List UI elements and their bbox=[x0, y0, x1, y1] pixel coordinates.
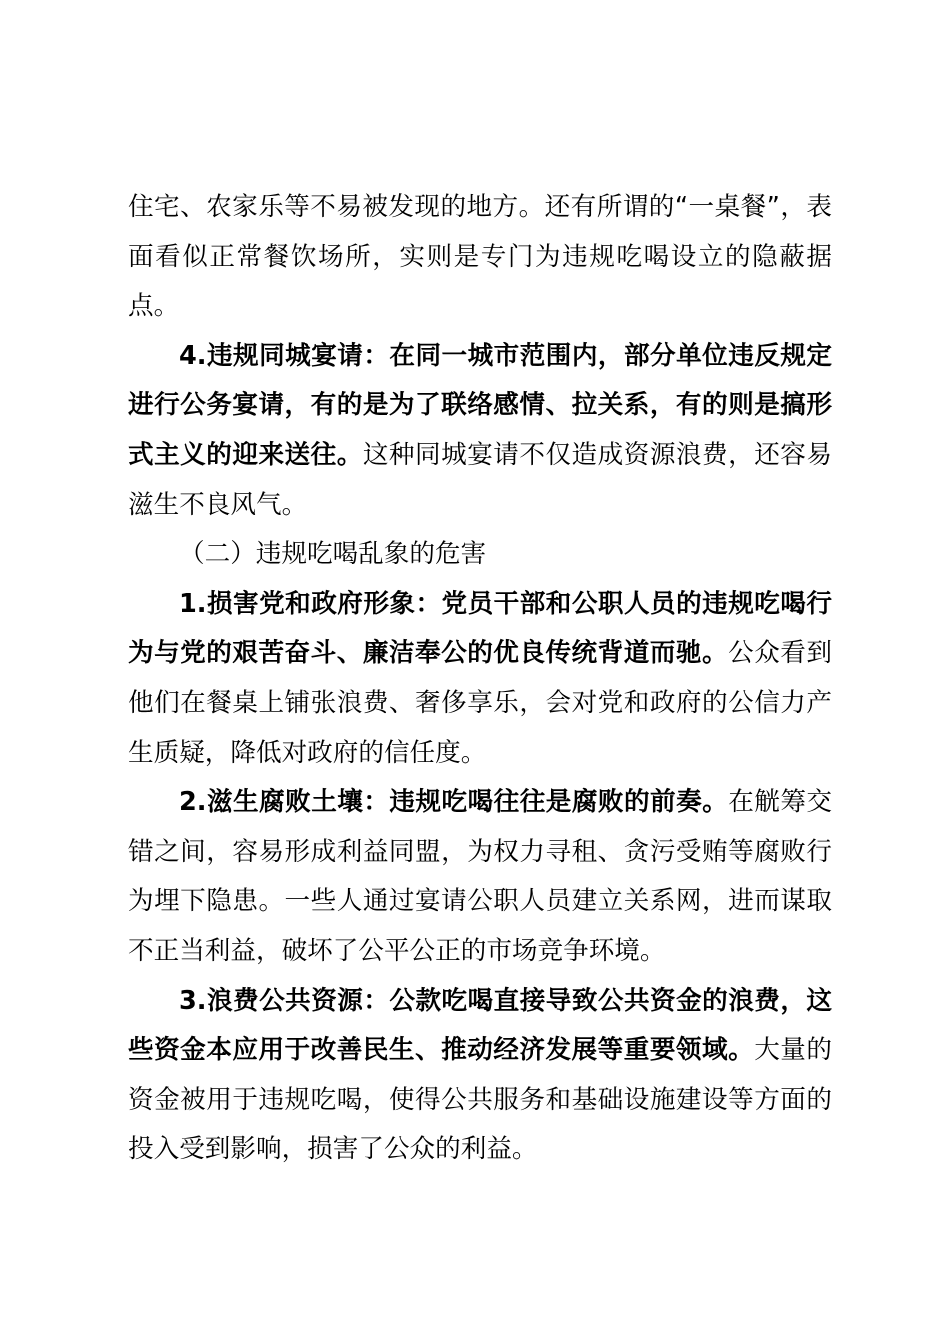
paragraph-text: 住宅、农家乐等不易被发现的地方。还有所谓的“一桌餐”，表面看似正常餐饮场所，实则是专门为违规吃喝设立的隐蔽据点。 bbox=[128, 192, 832, 322]
section-heading-text: （二）违规吃喝乱象的危害 bbox=[179, 539, 487, 570]
document-body bbox=[128, 183, 832, 1175]
paragraph-harm-3 bbox=[128, 977, 832, 1175]
paragraph-text: 在觥筹交错之间，容易形成利益同盟，为权力寻租、贪污受贿等腐败行为埋下隐患。一些人通过宴请公职人员建立关系网，进而谋取不正当利益，破坏了公平公正的市场竞争环境。 bbox=[128, 787, 832, 966]
paragraph-text: 大量的资金被用于违规吃喝，使得公共服务和基础设施建设等方面的投入受到影响，损害了公众的利益。 bbox=[128, 1035, 832, 1165]
paragraph-continuation bbox=[128, 183, 832, 332]
paragraph-harm-1 bbox=[128, 580, 832, 778]
section-heading bbox=[128, 530, 832, 580]
paragraph-bold-lead: 4.违规同城宴请：在同一城市范围内，部分单位违反规定进行公务宴请，有的是为了联络感情、拉关系，有的则是搞形式主义的迎来送往。 bbox=[128, 340, 832, 470]
paragraph-bold-lead: 3.浪费公共资源：公款吃喝直接导致公共资金的浪费，这些资金本应用于改善民生、推动经济发展等重要领域。 bbox=[128, 985, 832, 1066]
paragraph-text: 公众看到他们在餐桌上铺张浪费、奢侈享乐，会对党和政府的公信力产生质疑，降低对政府的信任度。 bbox=[128, 638, 832, 768]
paragraph-item-4 bbox=[128, 332, 832, 530]
paragraph-harm-2 bbox=[128, 778, 832, 976]
paragraph-bold-lead: 2.滋生腐败土壤：违规吃喝往往是腐败的前奏。 bbox=[179, 787, 729, 818]
paragraph-text: 这种同城宴请不仅造成资源浪费，还容易滋生不良风气。 bbox=[128, 439, 832, 520]
paragraph-bold-lead: 1.损害党和政府形象：党员干部和公职人员的违规吃喝行为与党的艰苦奋斗、廉洁奉公的优良传统背道而驰。 bbox=[128, 588, 832, 669]
